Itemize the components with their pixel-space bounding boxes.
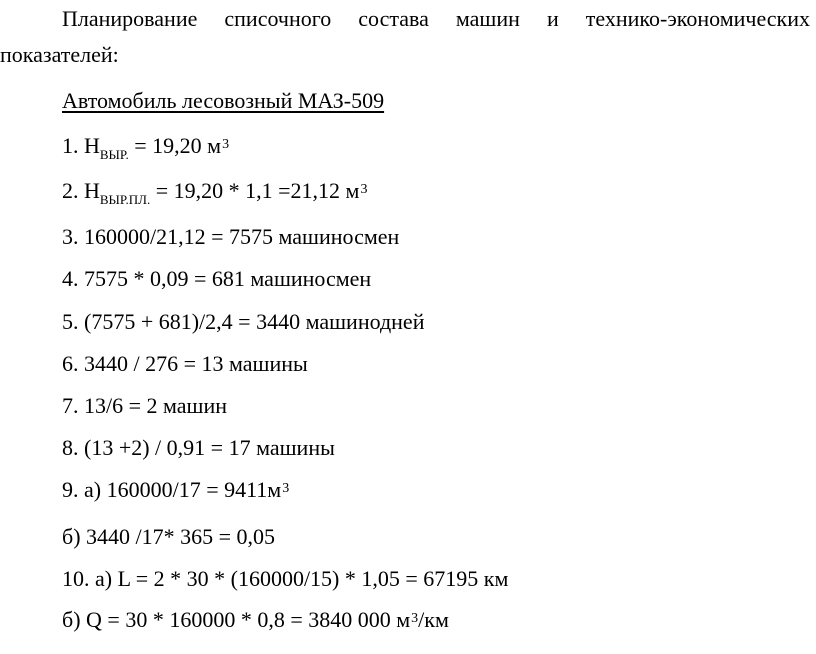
step-4: 4. 7575 * 0,09 = 681 машиносмен [62, 266, 372, 291]
step-1 [62, 133, 230, 162]
step-10b-superscript: 3 [411, 611, 419, 626]
step-2-prefix: 2. Н [62, 178, 100, 203]
step-10a: 10. а) L = 2 * 30 * (160000/15) * 1,05 = 67195 км [62, 566, 509, 591]
step-9a-text: 9. а) 160000/17 = 9411м [62, 477, 282, 502]
step-10b-tail: /км [418, 607, 449, 632]
step-2-subscript: ВЫР.ПЛ. [99, 192, 151, 207]
step-5: 5. (7575 + 681)/2,4 = 3440 машинодней [62, 309, 425, 334]
section-heading: Автомобиль лесовозный МАЗ-509 [62, 88, 385, 113]
step-1-superscript: 3 [222, 137, 230, 152]
step-3: 3. 160000/21,12 = 7575 машиносмен [62, 224, 400, 249]
step-1-prefix: 1. Н [62, 133, 100, 158]
intro-line-1: Планирование списочного состава машин и технико-экономических [62, 6, 810, 31]
intro-line-2: показателей: [0, 42, 119, 67]
step-9b: б) 3440 /17* 365 = 0,05 [62, 524, 276, 549]
step-7: 7. 13/6 = 2 машин [62, 393, 228, 418]
step-10b [62, 607, 449, 633]
step-10b-text: б) Q = 30 * 160000 * 0,8 = 3840 000 м [62, 607, 411, 632]
step-9a [62, 477, 289, 503]
step-2 [62, 178, 368, 207]
step-6: 6. 3440 / 276 = 13 машины [62, 351, 308, 376]
step-8: 8. (13 +2) / 0,91 = 17 машины [62, 435, 335, 460]
step-1-subscript: ВЫР. [99, 147, 129, 162]
step-1-rest: = 19,20 м [128, 133, 222, 158]
step-2-rest: = 19,20 * 1,1 =21,12 м [150, 178, 360, 203]
step-9a-superscript: 3 [282, 481, 290, 496]
step-2-superscript: 3 [360, 182, 368, 197]
